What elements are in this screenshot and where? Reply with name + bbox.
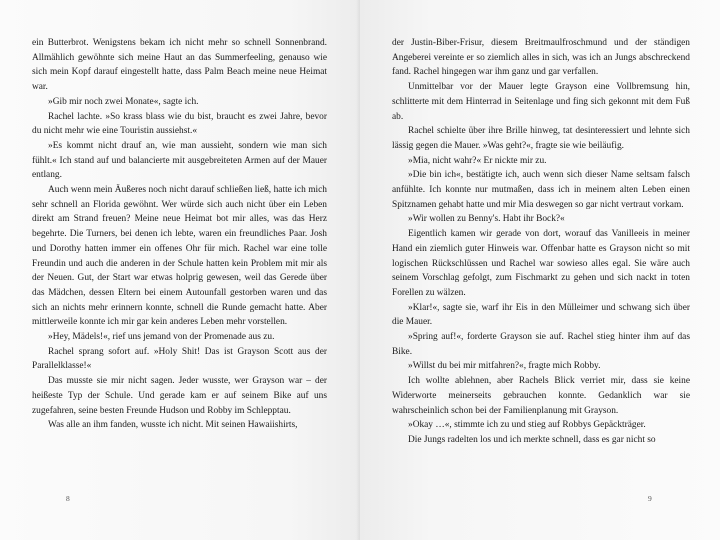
paragraph: Die Jungs radelten los und ich merkte schnell, dass es gar nicht so — [408, 434, 656, 445]
right-page — [360, 0, 720, 540]
paragraph: Unmittelbar vor der Mauer legte Grayson eine Vollbremsung hin, schlitterte mit dem Hinterrad in Seitenlage und fing sich gekonnt mit dem Fuß ab. — [392, 82, 690, 122]
paragraph: »Es kommt nicht drauf an, wie man aussieht, sondern wie man sich fühlt.« Ich stand auf und balancierte mit ausgebreiteten Armen auf der Mauer entlang. — [32, 140, 327, 181]
paragraph: »Klar!«, sagte sie, warf ihr Eis in den Mülleimer und schwang sich über die Mauer. — [392, 302, 690, 328]
paragraph: »Willst du bei mir mitfahren?«, fragte mich Robby. — [408, 361, 601, 372]
paragraph: »Okay …«, stimmte ich zu und stieg auf Robbys Gepäckträger. — [408, 420, 646, 431]
paragraph: Auch wenn mein Äußeres noch nicht darauf schließen ließ, hatte ich mich sehr schnell an Florida gewöhnt. Wer würde sich auch nicht über ein Leben direkt am Strand freuen? Meine neue Heimat bot mir alles, was das Herz begehrte. Die Turners, bei denen ich lebte, waren ein freundliches Paar. Josh und Dorothy hatten immer ein offenes Ohr für mich. Rachel war eine tolle Freundin und auch die anderen in der Schule hatten kein Problem mit mir als der Neuen. Gut, der Start war etwas holprig gewesen, weil das Gerede über das Mädchen, dessen Eltern bei einem Autounfall gestorben waren und das sich an nichts mehr erinnern konnte, schnell die Runde gemacht hatte. Aber mittlerweile konnte ich mir gar kein anderes Leben mehr vorstellen. — [32, 185, 327, 328]
paragraph: »Hey, Mädels!«, rief uns jemand von der Promenade aus zu. — [48, 332, 275, 343]
paragraph: Was alle an ihm fanden, wusste ich nicht. Mit seinen Hawaiishirts, — [48, 420, 298, 431]
paragraph: »Gib mir noch zwei Monate«, sagte ich. — [48, 96, 199, 107]
paragraph: »Die bin ich«, bestätigte ich, auch wenn sich dieser Name seltsam falsch anfühlte. Ich konnte nur mutmaßen, dass ich in meinem alten Leben einen Spitznamen gehabt hatte und mir Mia deswegen so gar nicht vertraut vorkam. — [392, 170, 690, 210]
paragraph: »Spring auf!«, forderte Grayson sie auf. Rachel stieg hinter ihm auf das Bike. — [392, 332, 690, 357]
paragraph: »Wir wollen zu Benny's. Habt ihr Bock?« — [408, 214, 565, 225]
paragraph: »Mia, nicht wahr?« Er nickte mir zu. — [408, 155, 547, 166]
paragraph: Rachel lachte. »So krass blass wie du bist, braucht es zwei Jahre, bevor du nicht mehr wie eine Touristin aussiehst.« — [32, 111, 327, 137]
paragraph: der Justin-Biber-Frisur, diesem Breitmaulfroschmund und der ständigen Angeberei vereinte er so ziemlich alles in sich, was ich an Jungs abschreckend fand. Rachel hingegen war ihm ganz und gar verfallen. — [392, 38, 690, 78]
paragraph: ein Butterbrot. Wenigstens bekam ich nicht mehr so schnell Sonnenbrand. Allmählich gewöhnte sich meine Haut an das Summerfeeling, genauso wie sich mein Kopf darauf eingestellt hatte, dass Palm Beach meine neue Heimat war. — [32, 38, 327, 93]
paragraph: Rachel sprang sofort auf. »Holy Shit! Das ist Grayson Scott aus der Parallelklasse!« — [32, 346, 327, 372]
page-number-right: 9 — [648, 494, 652, 503]
paragraph: Ich wollte ablehnen, aber Rachels Blick verriet mir, dass sie keine Widerworte meinerseits gebrauchen konnte. Gedanklich war sie wahrscheinlich schon bei der Familienplanung mit Grayson. — [392, 376, 690, 416]
paragraph: Das musste sie mir nicht sagen. Jeder wusste, wer Grayson war – der heißeste Typ der Schule. Und gerade kam er auf seinem Bike auf uns zugefahren, seine besten Freunde Hudson und Robby im Schlepptau. — [32, 376, 327, 416]
left-page-text — [32, 36, 327, 433]
paragraph: Rachel schielte über ihre Brille hinweg, tat desinteressiert und lehnte sich lässig gegen die Mauer. »Was geht?«, fragte sie wie beiläufig. — [392, 126, 690, 151]
page-number-left: 8 — [66, 494, 70, 503]
right-page-text — [392, 36, 690, 448]
paragraph: Eigentlich kamen wir gerade von dort, worauf das Vanilleeis in meiner Hand ein ziemlich guter Hinweis war. Offenbar hatte es Grayson nicht so mit logischen Rückschlüssen und Rachel war sowieso alles egal. Sie wäre auch seinem Vorschlag gefolgt, zum Fischmarkt zu gehen und sich nackt in toten Forellen zu wälzen. — [392, 229, 690, 298]
